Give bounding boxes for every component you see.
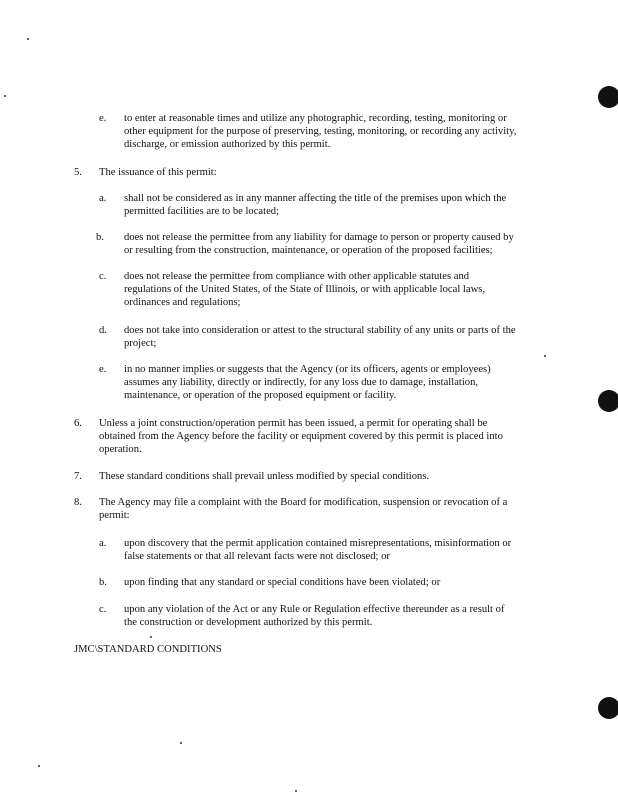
scan-speck <box>4 95 6 97</box>
subitem-text-line: does not release the permittee from any liability for damage to person or property caused by <box>124 232 514 243</box>
scan-speck <box>150 636 152 638</box>
subitem-text-line: in no manner implies or suggests that the Agency (or its officers, agents or employees) <box>124 364 491 375</box>
subitem-text-line: maintenance, or operation of the proposed equipment or facility. <box>124 390 397 401</box>
subitem-text-line: upon any violation of the Act or any Rule or Regulation effective thereunder as a result of <box>124 604 505 615</box>
scan-speck <box>27 38 29 40</box>
subitem-label: b. <box>99 577 107 588</box>
scan-speck <box>295 790 297 792</box>
subitem-label: a. <box>99 538 107 549</box>
subitem-label: e. <box>99 364 107 375</box>
item-number: 7. <box>74 471 82 482</box>
subitem-label: d. <box>99 325 107 336</box>
subitem-label: c. <box>99 271 107 282</box>
subitem-text-line: the construction or development authorized by this permit. <box>124 617 373 628</box>
subitem-text-line: assumes any liability, directly or indirectly, for any loss due to damage, installation, <box>124 377 479 388</box>
item-text-line: These standard conditions shall prevail unless modified by special conditions. <box>99 471 430 482</box>
scan-speck <box>180 742 182 744</box>
item-text-line: The Agency may file a complaint with the Board for modification, suspension or revocation of a <box>99 497 508 508</box>
subitem-text-line: upon finding that any standard or special conditions have been violated; or <box>124 577 441 588</box>
item-number: 6. <box>74 418 82 429</box>
subitem-text-line: does not take into consideration or attest to the structural stability of any units or parts of the <box>124 325 516 336</box>
subitem-text-line: shall not be considered as in any manner affecting the title of the premises upon which the <box>124 193 507 204</box>
item-text-line: other equipment for the purpose of preserving, testing, monitoring, or recording any activity, <box>124 126 517 137</box>
item-heading: The issuance of this permit: <box>99 167 217 178</box>
footer-reference: JMC\STANDARD CONDITIONS <box>74 644 222 655</box>
subitem-text-line: false statements or that all relevant facts were not disclosed; or <box>124 551 390 562</box>
item-label: e. <box>99 113 107 124</box>
item-number: 5. <box>74 167 82 178</box>
subitem-label: b. <box>96 232 104 243</box>
item-text-line: obtained from the Agency before the facility or equipment covered by this permit is placed into <box>99 431 503 442</box>
subitem-text-line: project; <box>124 338 157 349</box>
scan-speck <box>38 765 40 767</box>
item-text-line: permit: <box>99 510 130 521</box>
punch-hole-middle <box>598 390 618 412</box>
subitem-text-line: upon discovery that the permit application contained misrepresentations, misinformation or <box>124 538 512 549</box>
item-number: 8. <box>74 497 82 508</box>
item-text-line: to enter at reasonable times and utilize any photographic, recording, testing, monitoring or <box>124 113 507 124</box>
subitem-label: c. <box>99 604 107 615</box>
subitem-text-line: permitted facilities are to be located; <box>124 206 280 217</box>
subitem-text-line: does not release the permittee from compliance with other applicable statutes and <box>124 271 470 282</box>
subitem-label: a. <box>99 193 107 204</box>
subitem-text-line: regulations of the United States, of the State of Illinois, or with applicable local laws, <box>124 284 485 295</box>
subitem-text-line: or resulting from the construction, maintenance, or operation of the proposed facilities; <box>124 245 493 256</box>
punch-hole-bottom <box>598 697 618 719</box>
item-text-line: operation. <box>99 444 142 455</box>
item-text-line: Unless a joint construction/operation permit has been issued, a permit for operating shall be <box>99 418 488 429</box>
item-text-line: discharge, or emission authorized by this permit. <box>124 139 331 150</box>
scan-speck <box>544 355 546 357</box>
subitem-text-line: ordinances and regulations; <box>124 297 241 308</box>
punch-hole-top <box>598 86 618 108</box>
